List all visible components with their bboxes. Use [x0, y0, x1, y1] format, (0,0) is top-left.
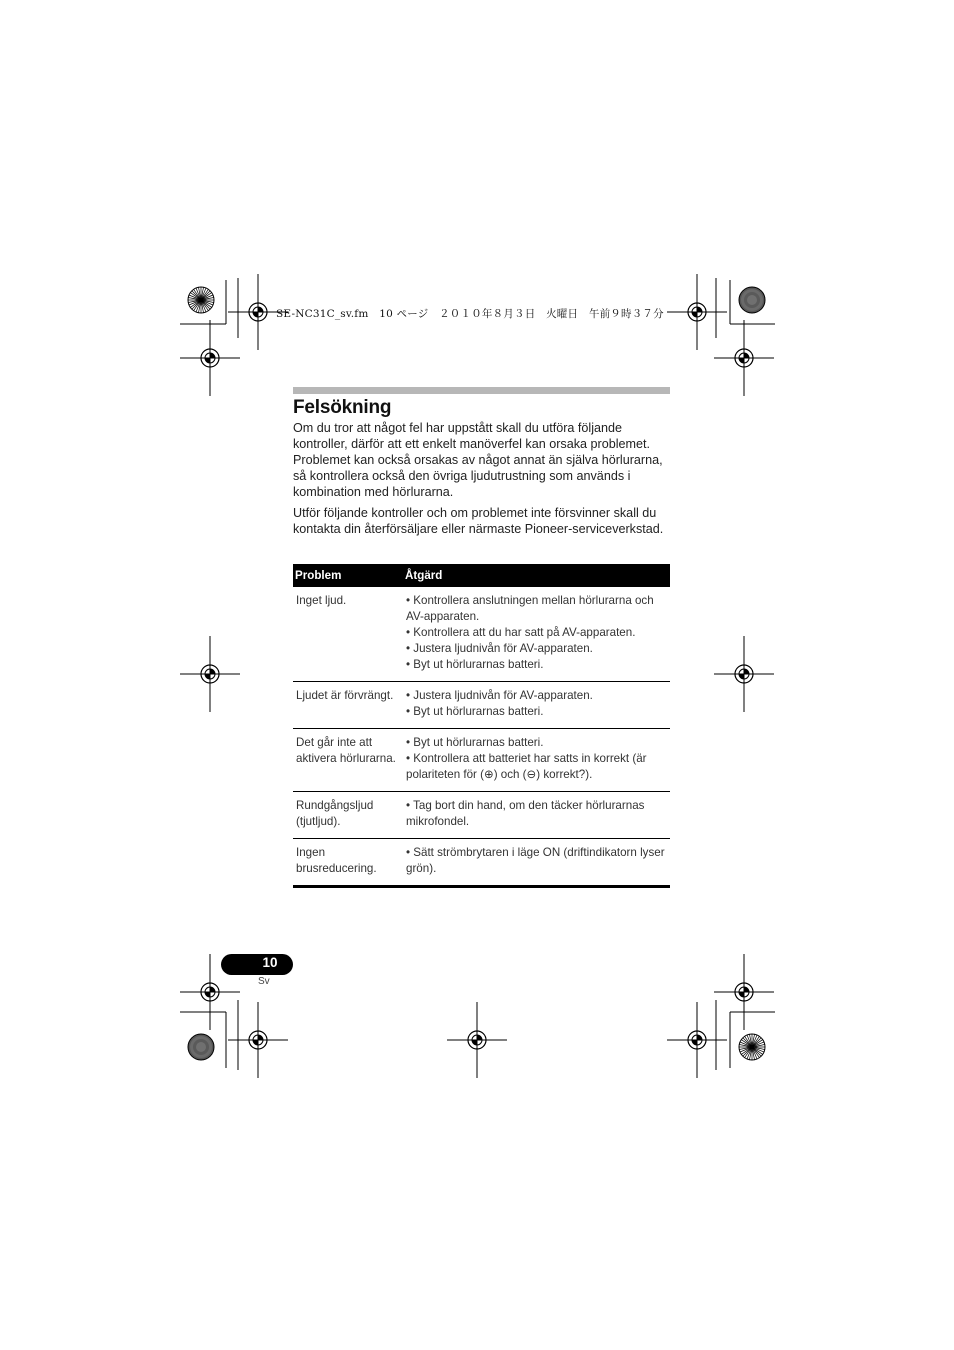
- table-row: [293, 682, 670, 729]
- problem-cell: Det går inte att aktivera hörlurarna.: [293, 729, 403, 792]
- table-row: [293, 839, 670, 887]
- table-row: [293, 792, 670, 839]
- action-cell: [403, 729, 670, 792]
- intro-paragraph: Om du tror att något fel har uppstått skall du utföra följande kontroller, därför att ett enkelt manöverfel kan orsaka problemet. Problemet kan också orsakas av något annat än själva hörlurarna, så kontrollera också den övriga ljudutrustning som används i kombination med hörlurarna.: [293, 421, 663, 499]
- header-action: Åtgärd: [403, 564, 670, 587]
- action-item: • Kontrollera att du har satt på AV-apparaten.: [406, 626, 636, 639]
- page-number: 10: [262, 955, 278, 970]
- header-problem: Problem: [293, 564, 403, 587]
- action-item: • Byt ut hörlurarnas batteri.: [406, 736, 544, 749]
- problem-cell: Ljudet är förvrängt.: [293, 682, 403, 729]
- action-item: • Kontrollera att batteriet har satts in korrekt (är polariteten för (⊕) och (⊖) korrekt?).: [406, 752, 647, 781]
- print-slug: SE-NC31C_sv.fm 10 ページ ２０１０年８月３日 火曜日 午前９時３７分: [276, 308, 664, 320]
- problem-cell: Ingen brusreducering.: [293, 839, 403, 887]
- action-item: • Byt ut hörlurarnas batteri.: [406, 705, 544, 718]
- language-code: Sv: [258, 976, 270, 987]
- table-header-row: [293, 564, 670, 587]
- action-cell: [403, 682, 670, 729]
- table-row: [293, 587, 670, 682]
- problem-cell: Inget ljud.: [293, 587, 403, 682]
- action-cell: [403, 792, 670, 839]
- action-item: • Tag bort din hand, om den täcker hörlurarnas mikrofondel.: [406, 799, 645, 828]
- troubleshooting-table: [293, 564, 670, 888]
- action-item: • Byt ut hörlurarnas batteri.: [406, 658, 544, 671]
- contact-paragraph: Utför följande kontroller och om problemet inte försvinner skall du kontakta din återförsäljare eller närmaste Pioneer-serviceverkstad.: [293, 506, 664, 536]
- problem-cell: Rundgångsljud (tjutljud).: [293, 792, 403, 839]
- action-item: • Justera ljudnivån för AV-apparaten.: [406, 642, 593, 655]
- action-item: • Kontrollera anslutningen mellan hörlurarna och AV-apparaten.: [406, 594, 654, 623]
- table-row: [293, 729, 670, 792]
- action-cell: [403, 839, 670, 887]
- title-rule: [293, 387, 670, 394]
- page-title: Felsökning: [293, 397, 392, 418]
- action-cell: [403, 587, 670, 682]
- action-item: • Justera ljudnivån för AV-apparaten.: [406, 689, 593, 702]
- action-item: • Sätt strömbrytaren i läge ON (driftindikatorn lyser grön).: [406, 846, 665, 875]
